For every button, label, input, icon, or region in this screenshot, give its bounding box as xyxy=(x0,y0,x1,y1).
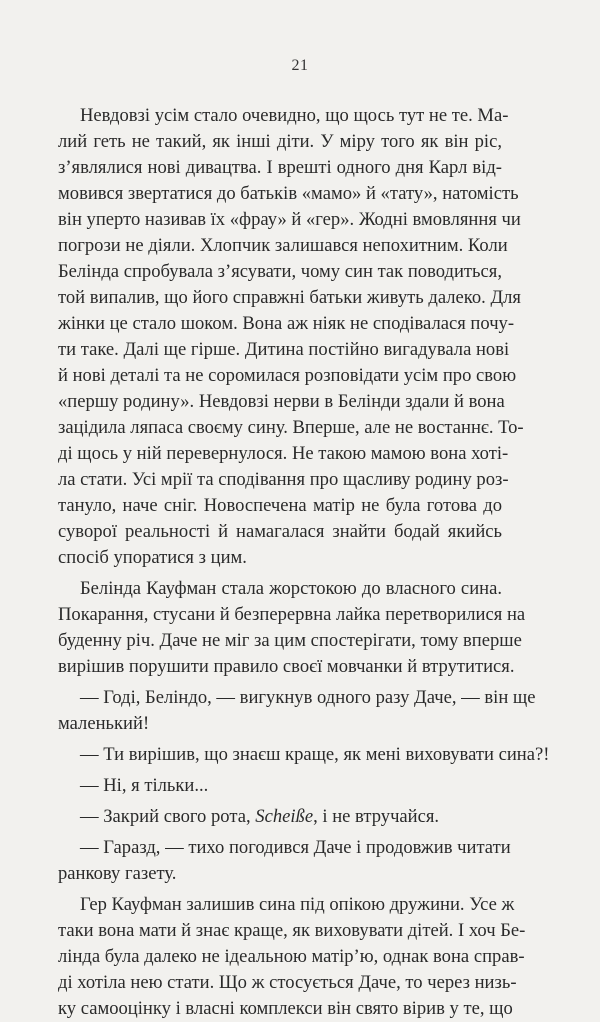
text-line: з’являлися нові дивацтва. І врешті одного дня Карл від- xyxy=(58,157,502,178)
text-line: мовився звертатися до батьків «мамо» й «тату», натомість xyxy=(58,183,519,204)
text-line: зацідила ляпаса своєму сину. Вперше, але не востаннє. То- xyxy=(58,417,524,438)
page-number: 21 xyxy=(291,57,309,74)
text-line: маленький! xyxy=(58,713,150,734)
text-line xyxy=(58,804,502,830)
text-line: спосіб упоратися з цим. xyxy=(58,547,247,568)
text-line: Белінда Кауфман стала жорстокою до власного сина. xyxy=(80,578,502,599)
dialogue-paragraph xyxy=(58,742,550,768)
text-line: Невдовзі усім стало очевидно, що щось тут не те. Ма- xyxy=(80,105,509,126)
dialogue-paragraph xyxy=(58,804,502,830)
italic-word: Scheiße xyxy=(255,806,314,827)
text-line: «першу родину». Невдовзі нерви в Белінди здали й вона xyxy=(58,391,505,412)
paragraph xyxy=(58,892,526,1022)
text-line: Гер Кауфман залишив сина під опікою дружини. Усе ж xyxy=(80,894,515,915)
text-line: Покарання, стусани й безперервна лайка перетворилися на xyxy=(58,604,526,625)
text-line: вирішив порушити правило своєї мовчанки й втрутитися. xyxy=(58,656,515,677)
text-line: — Ти вирішив, що знаєш краще, як мені виховувати сина?! xyxy=(80,744,550,765)
text-line: ку самооцінку і власні комплекси він свято вірив у те, що xyxy=(58,998,513,1019)
text-line: ді хотіла нею стати. Що ж стосується Даче, то через низь- xyxy=(58,972,517,993)
text-line: суворої реальності й намагалася знайти бодай якийсь xyxy=(58,521,502,542)
paragraph xyxy=(58,576,526,680)
text-line: буденну річ. Даче не міг за цим спостерігати, тому вперше xyxy=(58,630,522,651)
text-line: жінки це стало шоком. Вона аж ніяк не сподівалася почу- xyxy=(58,313,515,334)
text-line: ді щось у ній перевернулося. Не такою мамою вона хоті- xyxy=(58,443,509,464)
text-line: й нові деталі та не соромилася розповідати усім про свою xyxy=(58,365,517,386)
text-segment: , і не втручайся. xyxy=(313,806,440,827)
text-line: ранкову газету. xyxy=(58,863,177,884)
text-segment: — Закрий свого рота, xyxy=(80,806,256,827)
text-line: — Ні, я тільки... xyxy=(80,775,209,796)
text-line: лий геть не такий, як інші діти. У міру того як він ріс, xyxy=(58,131,502,152)
text-line: він уперто називав їх «фрау» й «гер». Жодні вмовляння чи xyxy=(58,209,521,230)
text-line: ла стати. Усі мрії та сподівання про щасливу родину роз- xyxy=(58,469,509,490)
text-line: — Годі, Беліндо, — вигукнув одного разу Даче, — він ще xyxy=(80,687,536,708)
dialogue-paragraph xyxy=(58,773,502,799)
text-line: таки вона мати й знає краще, як виховувати дітей. І хоч Бе- xyxy=(58,920,526,941)
text-line: той випалив, що його справжні батьки живуть далеко. Для xyxy=(58,287,521,308)
dialogue-paragraph xyxy=(58,685,536,737)
text-line: погрози не діяли. Хлопчик залишався непохитним. Коли xyxy=(58,235,508,256)
dialogue-paragraph xyxy=(58,835,511,887)
body-text xyxy=(58,103,550,1022)
text-line: тануло, наче сніг. Новоспечена матір не була готова до xyxy=(58,495,502,516)
text-line: — Гаразд, — тихо погодився Даче і продовжив читати xyxy=(80,837,511,858)
text-line: Белінда спробувала з’ясувати, чому син так поводиться, xyxy=(58,261,502,282)
text-line: ти таке. Далі ще гірше. Дитина постійно вигадувала нові xyxy=(58,339,510,360)
paragraph xyxy=(58,103,524,571)
text-line: лінда була далеко не ідеальною матір’ю, однак вона справ- xyxy=(58,946,525,967)
